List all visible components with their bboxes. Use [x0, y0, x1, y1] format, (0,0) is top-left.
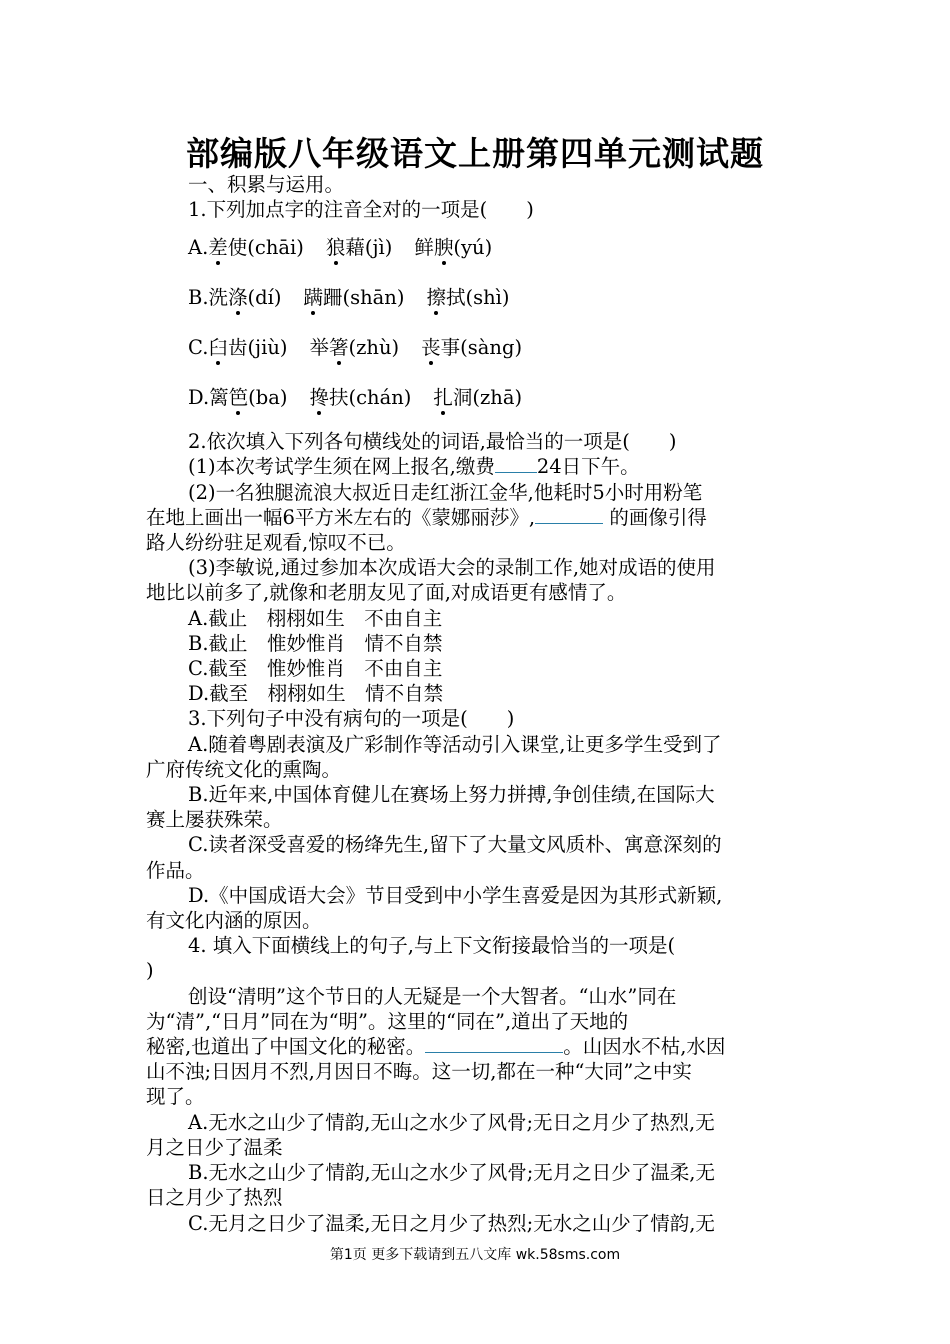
answer-blank — [535, 505, 603, 524]
answer-blank — [425, 1034, 563, 1053]
question-4-stem-line-1: 4. 填入下面横线上的句子,与上下文衔接最恰当的一项是( — [188, 934, 676, 958]
question-4-passage-line-2: 为“清”,“日月”同在为“明”。这里的“同在”,道出了天地的 — [146, 1009, 629, 1033]
question-4-passage-line-4: 山不浊;日因月不烈,月因日不晦。这一切,都在一种“大同”之中实 — [146, 1060, 692, 1084]
question-2-stem: 2.依次填入下列各句横线处的词语,最恰当的一项是( ) — [188, 430, 677, 454]
question-3-option-d-line-2: 有文化内涵的原因。 — [146, 909, 322, 933]
dotted-char: 臼 — [208, 336, 228, 360]
question-3-stem: 3.下列句子中没有病句的一项是( ) — [188, 707, 515, 731]
question-4-option-a-line-2: 月之日少了温柔 — [146, 1135, 283, 1159]
question-4-option-c-line-1: C.无月之日少了温柔,无日之月少了热烈;无水之山少了情韵,无 — [188, 1211, 715, 1235]
dotted-char: 扎 — [433, 386, 453, 410]
dotted-char: 搀 — [309, 386, 329, 410]
dotted-char: 涤 — [228, 286, 248, 310]
question-4-option-b-line-2: 日之月少了热烈 — [146, 1186, 283, 1210]
question-2-option-c: C.截至 惟妙惟肖 不由自主 — [188, 657, 443, 681]
question-1-option-a: A.差使(chāi) 狼藉(jì) 鲜腴(yú) — [188, 236, 493, 260]
question-1-option-c: C.臼齿(jiù) 举箸(zhù) 丧事(sàng) — [188, 336, 523, 360]
question-2-sentence-2-line-1: (2)一名独腿流浪大叔近日走红浙江金华,他耗时5小时用粉笔 — [188, 480, 703, 504]
question-4-option-b-line-1: B.无水之山少了情韵,无山之水少了风骨;无月之日少了温柔,无 — [188, 1161, 715, 1185]
question-3-option-d-line-1: D.《中国成语大会》节目受到中小学生喜爱是因为其形式新颖, — [188, 883, 723, 907]
dotted-char: 蹒 — [303, 286, 323, 310]
question-2-option-a: A.截止 栩栩如生 不由自主 — [188, 606, 443, 630]
question-3-option-c-line-2: 作品。 — [146, 858, 205, 882]
question-2-sentence-1: (1)本次考试学生须在网上报名,缴费 24日下午。 — [188, 455, 640, 479]
question-3-option-a-line-2: 广府传统文化的熏陶。 — [146, 757, 342, 781]
question-4-passage-line-5: 现了。 — [146, 1085, 205, 1109]
question-4-passage-line-3: 秘密,也道出了中国文化的秘密。 。山因水不枯,水因 — [146, 1035, 726, 1059]
dotted-char: 箸 — [329, 336, 349, 360]
exam-body — [146, 172, 806, 1236]
question-2-option-d: D.截至 栩栩如生 情不自禁 — [188, 682, 444, 706]
dotted-char: 腴 — [433, 236, 454, 260]
question-3-option-a-line-1: A.随着粤剧表演及广彩制作等活动引入课堂,让更多学生受到了 — [188, 732, 722, 756]
page-footer: 第1页 更多下载请到五八文库 wk.58sms.com — [329, 1247, 621, 1263]
question-3-option-b-line-1: B.近年来,中国体育健儿在赛场上努力拼搏,争创佳绩,在国际大 — [188, 783, 715, 807]
question-3-option-c-line-1: C.读者深受喜爱的杨绛先生,留下了大量文风质朴、寓意深刻的 — [188, 833, 722, 857]
question-2-sentence-3-line-1: (3)李敏说,通过参加本次成语大会的录制工作,她对成语的使用 — [188, 556, 716, 580]
page-title: 部编版八年级语文上册第四单元测试题 — [186, 134, 764, 173]
question-2-option-b: B.截止 惟妙惟肖 情不自禁 — [188, 631, 443, 655]
question-1-stem: 1.下列加点字的注音全对的一项是( ) — [188, 198, 534, 222]
question-2-sentence-3-line-2: 地比以前多了,就像和老朋友见了面,对成语更有感情了。 — [146, 581, 627, 605]
dotted-char: 丧 — [421, 336, 441, 360]
question-4-option-a-line-1: A.无水之山少了情韵,无山之水少了风骨;无日之月少了热烈,无 — [188, 1110, 715, 1134]
question-3-option-b-line-2: 赛上屡获殊荣。 — [146, 808, 283, 832]
dotted-char: 差 — [208, 236, 228, 260]
answer-blank — [495, 454, 537, 473]
question-2-sentence-2-line-2: 在地上画出一幅6平方米左右的《蒙娜丽莎》, 的画像引得 — [146, 505, 707, 529]
question-4-stem-line-2: ) — [146, 959, 154, 983]
question-1-option-b: B.洗涤(dí) 蹒跚(shān) 擦拭(shì) — [188, 286, 510, 310]
question-2-sentence-2-line-3: 路人纷纷驻足观看,惊叹不已。 — [146, 531, 406, 555]
dotted-char: 笆 — [228, 386, 249, 410]
section-heading: 一、积累与运用。 — [188, 173, 345, 196]
question-4-passage-line-1: 创设“清明”这个节日的人无疑是一个大智者。“山水”同在 — [188, 984, 677, 1008]
question-1-option-d: D.篱笆(ba) 搀扶(chán) 扎洞(zhā) — [188, 386, 523, 410]
dotted-char: 狼 — [325, 236, 346, 260]
dotted-char: 擦 — [426, 286, 446, 310]
